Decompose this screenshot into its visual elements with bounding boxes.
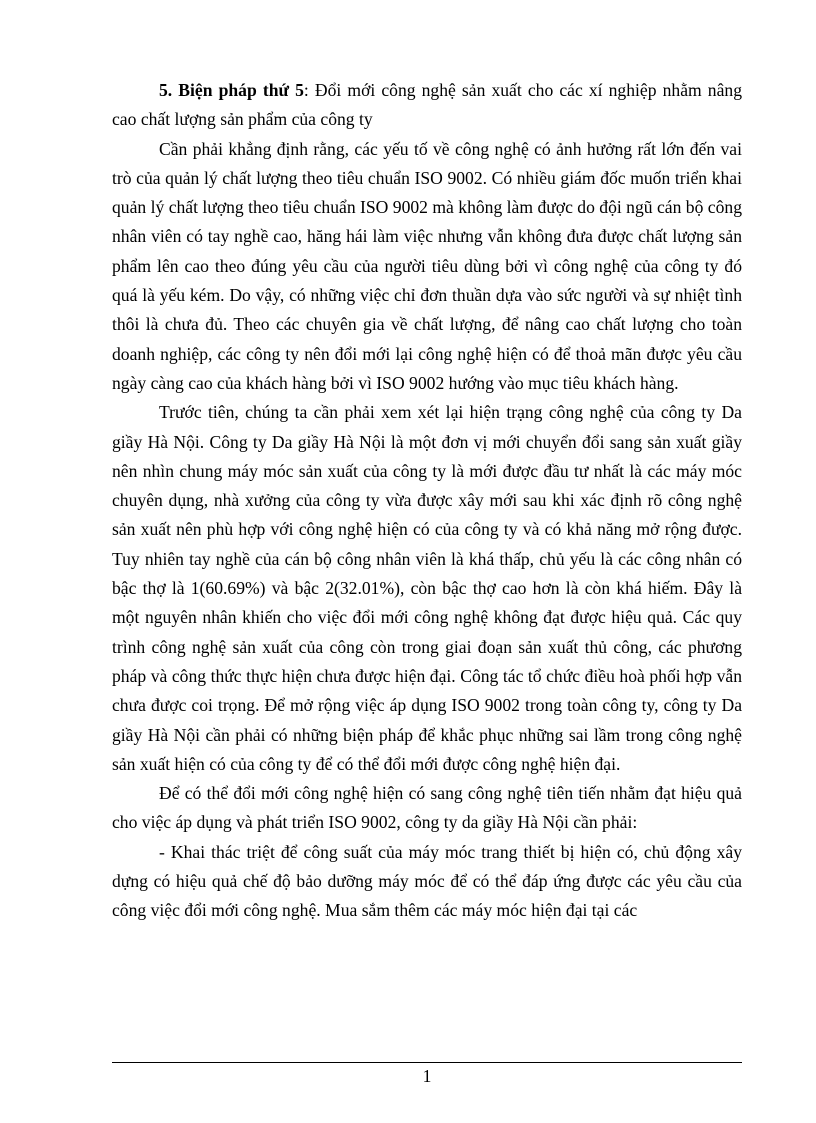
- paragraph-current-state: Trước tiên, chúng ta cần phải xem xét lại hiện trạng công nghệ của công ty Da giầy Hà Nội. Công ty Da giầy Hà Nội là một đơn vị mới chuyển đổi sang sản xuất giầy nên nhìn chung máy móc sản xuất của công ty là mới được đầu tư nhất là các máy móc chuyên dụng, nhà xưởng của công ty vừa được xây mới sau khi xác định rõ công nghệ sản xuất nên phù hợp với công nghệ hiện có của công ty và có khả năng mở rộng được. Tuy nhiên tay nghề của cán bộ công nhân viên là khá thấp, chủ yếu là các công nhân có bậc thợ là 1(60.69%) và bậc 2(32.01%), còn bậc thợ cao hơn là còn khá hiếm. Đây là một nguyên nhân khiến cho việc đổi mới công nghệ không đạt được hiệu quả. Các quy trình công nghệ sản xuất của công còn trong giai đoạn sản xuất thủ công, các phương pháp và công thức thực hiện chưa được hiện đại. Công tác tổ chức điều hoà phối hợp vẫn chưa được coi trọng. Để mở rộng việc áp dụng ISO 9002 trong toàn công ty, công ty Da giầy Hà Nội cần phải có những biện pháp để khắc phục những sai lầm trong công nghệ sản xuất hiện có của công ty để có thể đổi mới được công nghệ hiện đại.: [112, 402, 742, 774]
- paragraph-requirements-intro: Để có thể đổi mới công nghệ hiện có sang công nghệ tiên tiến nhằm đạt hiệu quả cho việc áp dụng và phát triển ISO 9002, công ty da giầy Hà Nội cần phải:: [112, 783, 742, 833]
- paragraph-technology-role: Cần phải khẳng định rằng, các yếu tố về công nghệ có ảnh hưởng rất lớn đến vai trò của quản lý chất lượng theo tiêu chuẩn ISO 9002. Có nhiều giám đốc muốn triển khai quản lý chất lượng theo tiêu chuẩn ISO 9002 mà không làm được do đội ngũ cán bộ công nhân viên có tay nghề cao, hăng hái làm việc nhưng vẫn không đưa được chất lượng sản phẩm lên cao theo đúng yêu cầu của người tiêu dùng bởi vì công nghệ của công ty đó quá là yếu kém. Do vậy, có những việc chỉ đơn thuần dựa vào sức người và sự nhiệt tình thôi là chưa đủ. Theo các chuyên gia về chất lượng, để nâng cao chất lượng cho toàn doanh nghiệp, các công ty nên đổi mới lại công nghệ hiện có để thoả mãn được yêu cầu ngày càng cao của khách hàng bởi vì ISO 9002 hướng vào mục tiêu khách hàng.: [112, 138, 742, 393]
- section-heading: [112, 76, 742, 135]
- document-body: [112, 76, 742, 926]
- section-heading-label: 5. Biện pháp thứ 5: [159, 80, 304, 100]
- page-number: 1: [422, 1066, 432, 1086]
- paragraph-bullet-equipment: - Khai thác triệt để công suất của máy móc trang thiết bị hiện có, chủ động xây dựng có hiệu quả chế độ bảo dưỡng máy móc để có thể đáp ứng được các yêu cầu của công việc đổi mới công nghệ. Mua sắm thêm các máy móc hiện đại tại các: [112, 841, 742, 921]
- section-heading-text: : Đổi mới công nghệ sản xuất cho các xí nghiệp nhằm nâng cao chất lượng sản phẩm của công ty: [112, 80, 742, 130]
